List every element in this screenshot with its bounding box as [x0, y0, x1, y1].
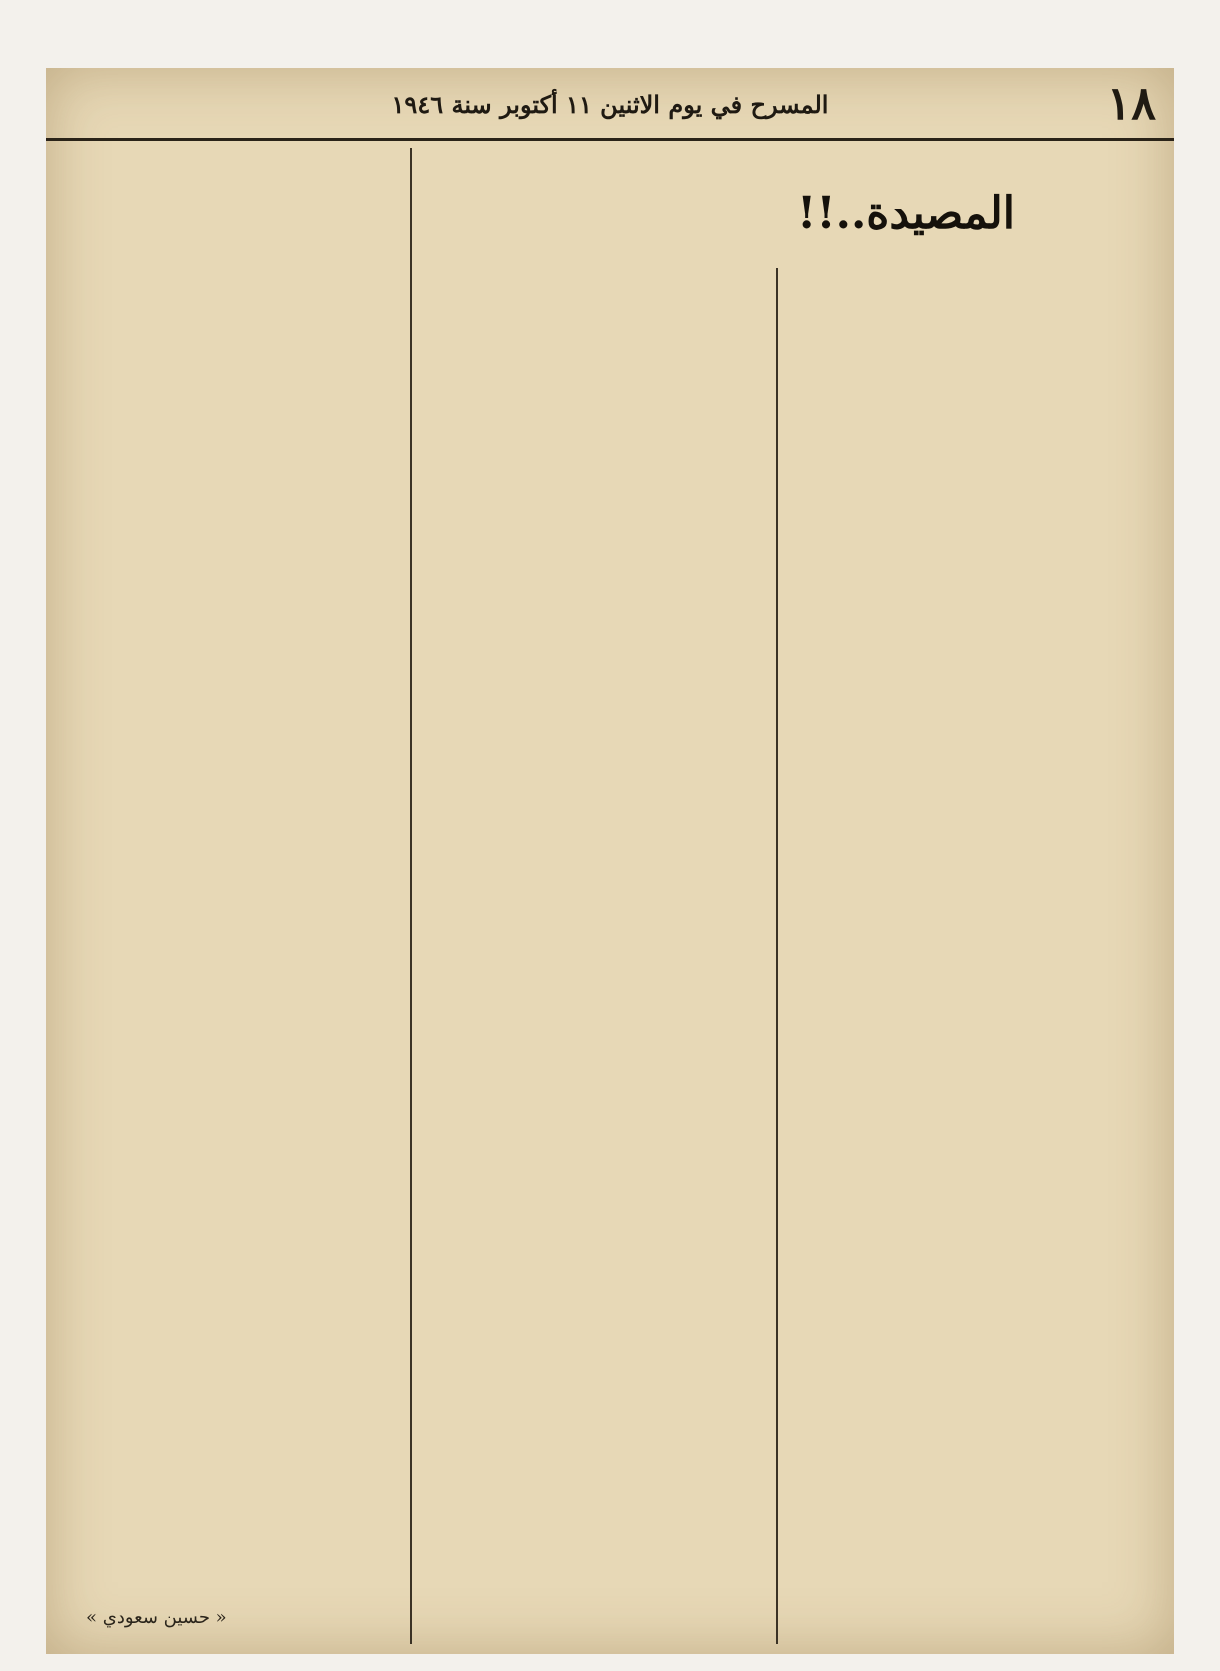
- column-divider: [410, 148, 412, 1644]
- column-right: [788, 164, 1158, 1638]
- page-number: ١٨: [1106, 76, 1156, 130]
- author-signature: « حسين سعودي »: [86, 1607, 227, 1628]
- column-left: [54, 150, 404, 1638]
- column-divider: [776, 268, 778, 1644]
- article-title: المصيدة..!!: [797, 188, 1015, 239]
- newspaper-page: [46, 68, 1174, 1654]
- column-middle: [420, 150, 770, 1638]
- masthead: [46, 68, 1174, 141]
- header-title: المسرح في يوم الاثنين ١١ أكتوبر سنة ١٩٤٦: [391, 90, 829, 119]
